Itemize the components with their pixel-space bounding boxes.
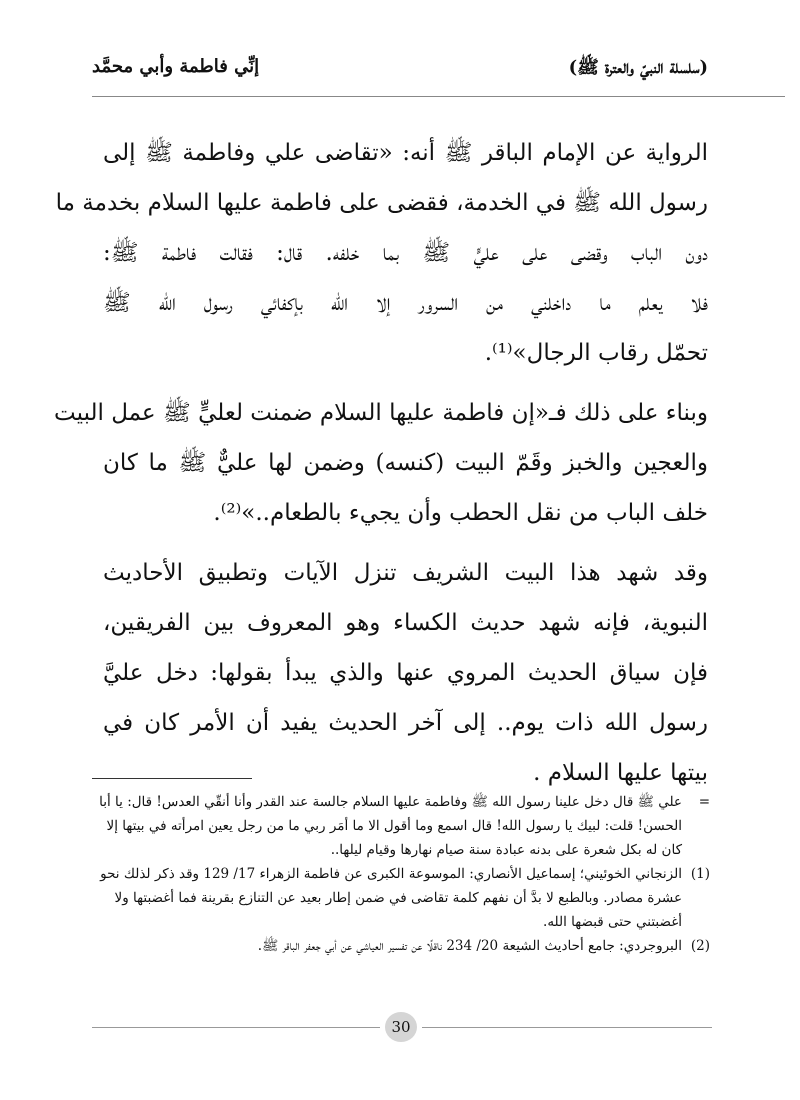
text-line: بيتها عليها السلام .	[533, 760, 708, 786]
text-line: دون الباب وقضى على عليٍّ ﷺ بما خلفه. قال: فقالت فاطمة ﷺ:	[103, 240, 708, 266]
text-line: وبناء على ذلك فـ«إن فاطمة عليها السلام ضمنت لعليٍّ ﷺ عمل البيت	[54, 400, 708, 426]
footnotes	[85, 790, 710, 958]
footer-rule-right	[422, 1027, 712, 1028]
footnote-text: البروجردي: جامع أحاديث الشيعة 20/ 234 ناقلًا عن تفسير العياشي عن أبي جعفر الباقر ﷺ.	[257, 938, 682, 954]
text-line: رسول الله ذات يوم.. إلى آخر الحديث يفيد أن الأمر كان في	[103, 710, 708, 736]
footnote-text: علي ﷺ قال دخل علينا رسول الله ﷺ وفاطمة عليها السلام جالسة عند القدر وأنا أنقّي العدس! قال: يا أبا الحسن! قلت: لبيك يا رسول الله! قال اسمع وما أقول الا ما أمَر ربي ما من رجل يعين امرأته في بيتها إلا كان له بكل شعرة على بدنه عبادة سنة صيام نهارها وقيام ليلها..	[99, 794, 682, 858]
footnote-text: الزنجاني الخوئيني؛ إسماعيل الأنصاري: الموسوعة الكبرى عن فاطمة الزهراء 17/ 129 وقد ذكر لذلك نحو عشرة مصادر. وبالطبع لا بدَّ أن نفهم كلمة تقاضى في ضمن إطار بعيد عن التنازع بقرينة فما أغضبتها ولا أغضبتني حتى قبضها الله.	[100, 866, 682, 930]
text-line: رسول الله ﷺ في الخدمة، فقضى على فاطمة عليها السلام بخدمة ما	[55, 190, 708, 216]
series-title: (سلسلة النبيّ والعترة ﷺ)	[568, 57, 708, 78]
footnote-marker: (1)	[690, 866, 710, 882]
text-line: خلف الباب من نقل الحطب وأن يجيء بالطعام..»⁽²⁾.	[213, 500, 708, 526]
footnote-continued	[85, 790, 710, 862]
main-text	[54, 128, 708, 798]
footnote-2	[85, 934, 710, 958]
text-line: النبوية، فإنه شهد حديث الكساء وهو المعروف بين الفريقين،	[103, 610, 708, 636]
book-title: إنِّي فاطمة وأبي محمَّد	[92, 56, 260, 77]
footnote-marker: =	[698, 794, 710, 810]
header-divider	[92, 96, 785, 97]
footnote-1	[85, 862, 710, 934]
page-footer	[0, 1012, 800, 1042]
footer-rule-left	[92, 1027, 380, 1028]
text-line: فلا يعلم ما داخلني من السرور إلا الله بإكفائي رسول الله ﷺ	[103, 290, 708, 316]
text-line: فإن سياق الحديث المروي عنها والذي يبدأ بقولها: دخل عليَّ	[103, 660, 708, 686]
text-line: الرواية عن الإمام الباقر ﷺ أنه: «تقاضى علي وفاطمة ﷺ إلى	[103, 140, 708, 166]
page-number: 30	[385, 1012, 417, 1042]
footnote-divider	[92, 778, 252, 779]
text-line: وقد شهد هذا البيت الشريف تنزل الآيات وتطبيق الأحاديث	[103, 560, 708, 586]
text-line: تحمّل رقاب الرجال»⁽¹⁾.	[484, 340, 708, 366]
text-line: والعجين والخبز وقَمّ البيت (كنسه) وضمن لها عليٌّ ﷺ ما كان	[103, 450, 708, 476]
footnote-marker: (2)	[690, 938, 710, 954]
